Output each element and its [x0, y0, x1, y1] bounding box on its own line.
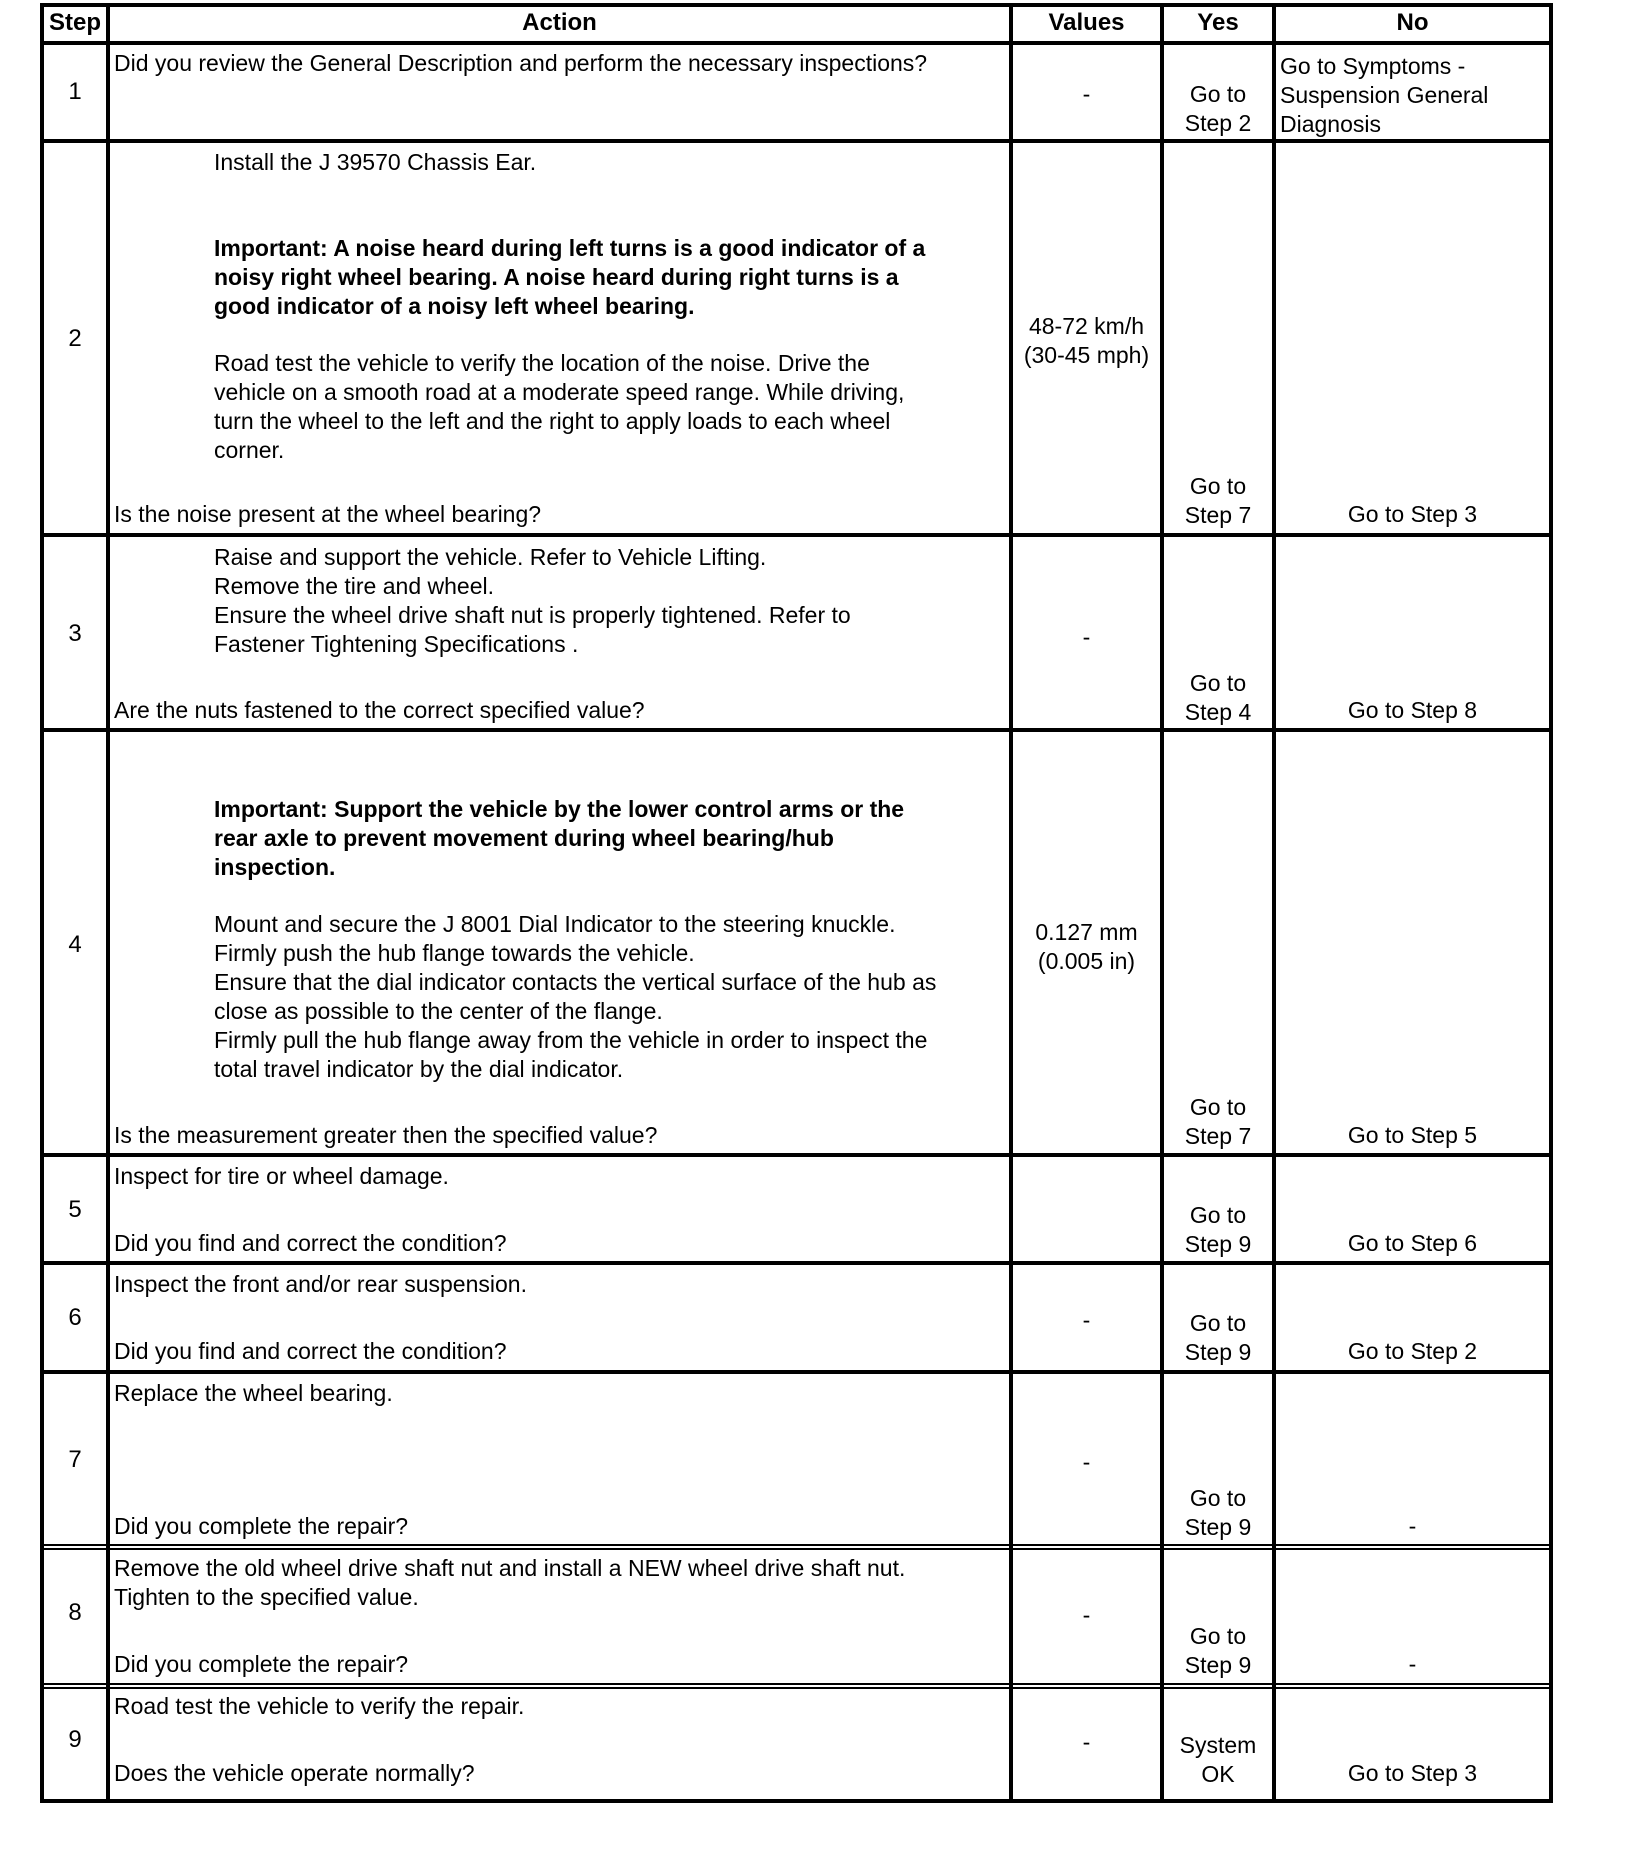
- header-step: Step: [48, 9, 101, 36]
- value-text: 48-72 km/h (30-45 mph): [1023, 313, 1150, 368]
- yes-link: Go to Step 9: [1184, 1623, 1252, 1678]
- table-border-right: [1549, 3, 1553, 1803]
- action-question: Is the measurement greater then the specified value?: [114, 1122, 658, 1148]
- step-number: 7: [68, 1446, 82, 1473]
- step-number: 5: [68, 1196, 82, 1223]
- no-link: -: [1408, 1651, 1417, 1677]
- step-number: 4: [68, 931, 82, 958]
- step-number: 6: [68, 1304, 82, 1331]
- value-text: -: [1082, 1602, 1091, 1628]
- row-divider: [40, 1261, 1553, 1265]
- table-border-left: [40, 3, 44, 1803]
- row-divider: [40, 728, 1553, 732]
- action-question: Does the vehicle operate normally?: [114, 1760, 475, 1786]
- no-link: Go to Step 2: [1347, 1338, 1478, 1364]
- action-text: Inspect for tire or wheel damage.: [114, 1163, 449, 1189]
- row-divider: [40, 533, 1553, 537]
- header-action: Action: [522, 9, 597, 36]
- row-divider: [40, 1370, 1553, 1374]
- step-number: 3: [68, 620, 82, 647]
- action-detail: Mount and secure the J 8001 Dial Indicator to the steering knuckle. Firmly push the hub flange towards the vehicle. Ensure that the dial indicator contacts the vertical surface of the hub as close as possible to the center of the flange. Firmly pull the hub flange away from the vehicle in order to inspect the total travel indicator by the dial indicator.: [214, 911, 937, 1082]
- step-number: 8: [68, 1599, 82, 1626]
- no-link: Go to Step 5: [1347, 1122, 1478, 1148]
- value-text: -: [1082, 1307, 1091, 1333]
- yes-link: Go to Step 7: [1184, 473, 1252, 528]
- row-divider: [40, 1544, 1553, 1550]
- step-number: 1: [68, 78, 82, 105]
- action-question: Are the nuts fastened to the correct specified value?: [114, 697, 645, 723]
- action-text: Did you review the General Description and perform the necessary inspections?: [114, 50, 928, 76]
- header-yes: Yes: [1197, 9, 1239, 36]
- value-text: -: [1082, 1729, 1091, 1755]
- yes-link: Go to Step 9: [1184, 1485, 1252, 1540]
- value-text: -: [1082, 81, 1091, 107]
- action-text: Inspect the front and/or rear suspension.: [114, 1271, 527, 1297]
- diagnostic-table: [40, 3, 1553, 1803]
- column-divider-action: [1009, 3, 1013, 1803]
- header-no: No: [1396, 9, 1429, 36]
- no-link: Go to Step 6: [1347, 1230, 1478, 1256]
- no-link: Go to Step 3: [1347, 501, 1478, 527]
- no-link: Go to Step 3: [1347, 1760, 1478, 1786]
- step-number: 2: [68, 325, 82, 352]
- action-question: Did you find and correct the condition?: [114, 1230, 507, 1256]
- important-note: Important: Support the vehicle by the lower control arms or the rear axle to prevent movement during wheel bearing/hub inspection.: [214, 796, 905, 880]
- yes-link: Go to Step 9: [1184, 1202, 1252, 1257]
- no-link: -: [1408, 1513, 1417, 1539]
- row-divider: [40, 1153, 1553, 1157]
- action-detail: Road test the vehicle to verify the location of the noise. Drive the vehicle on a smooth road at a moderate speed range. While driving, turn the wheel to the left and the right to apply loads to each wheel corner.: [214, 350, 905, 463]
- action-text: Replace the wheel bearing.: [114, 1380, 393, 1406]
- value-text: -: [1082, 624, 1091, 650]
- yes-link: Go to Step 2: [1184, 81, 1252, 136]
- action-question: Did you complete the repair?: [114, 1651, 409, 1677]
- action-text: Remove the old wheel drive shaft nut and install a NEW wheel drive shaft nut. Tighten to the specified value.: [114, 1555, 906, 1610]
- no-link: Go to Symptoms - Suspension General Diagnosis: [1280, 53, 1489, 137]
- action-instruction: Install the J 39570 Chassis Ear.: [214, 149, 537, 175]
- column-divider-step: [106, 3, 110, 1803]
- row-divider: [40, 1683, 1553, 1689]
- yes-link: Go to Step 4: [1184, 670, 1252, 725]
- no-link: Go to Step 8: [1347, 697, 1478, 723]
- table-border-bottom: [40, 1799, 1553, 1803]
- action-instruction: Raise and support the vehicle. Refer to Vehicle Lifting. Remove the tire and wheel. Ensure the wheel drive shaft nut is properly tightened. Refer to Fastener Tightening Specifications .: [214, 544, 851, 657]
- row-divider: [40, 139, 1553, 143]
- yes-status: System OK: [1179, 1732, 1257, 1787]
- yes-link: Go to Step 9: [1184, 1310, 1252, 1365]
- value-text: -: [1082, 1449, 1091, 1475]
- action-question: Is the noise present at the wheel bearing?: [114, 501, 542, 527]
- action-question: Did you complete the repair?: [114, 1513, 409, 1539]
- action-question: Did you find and correct the condition?: [114, 1338, 507, 1364]
- value-text: 0.127 mm (0.005 in): [1035, 919, 1138, 974]
- action-text: Road test the vehicle to verify the repair.: [114, 1693, 525, 1719]
- yes-link: Go to Step 7: [1184, 1094, 1252, 1149]
- step-number: 9: [68, 1726, 82, 1753]
- header-values: Values: [1048, 9, 1125, 36]
- important-note: Important: A noise heard during left turns is a good indicator of a noisy right wheel bearing. A noise heard during right turns is a good indicator of a noisy left wheel bearing.: [214, 235, 926, 319]
